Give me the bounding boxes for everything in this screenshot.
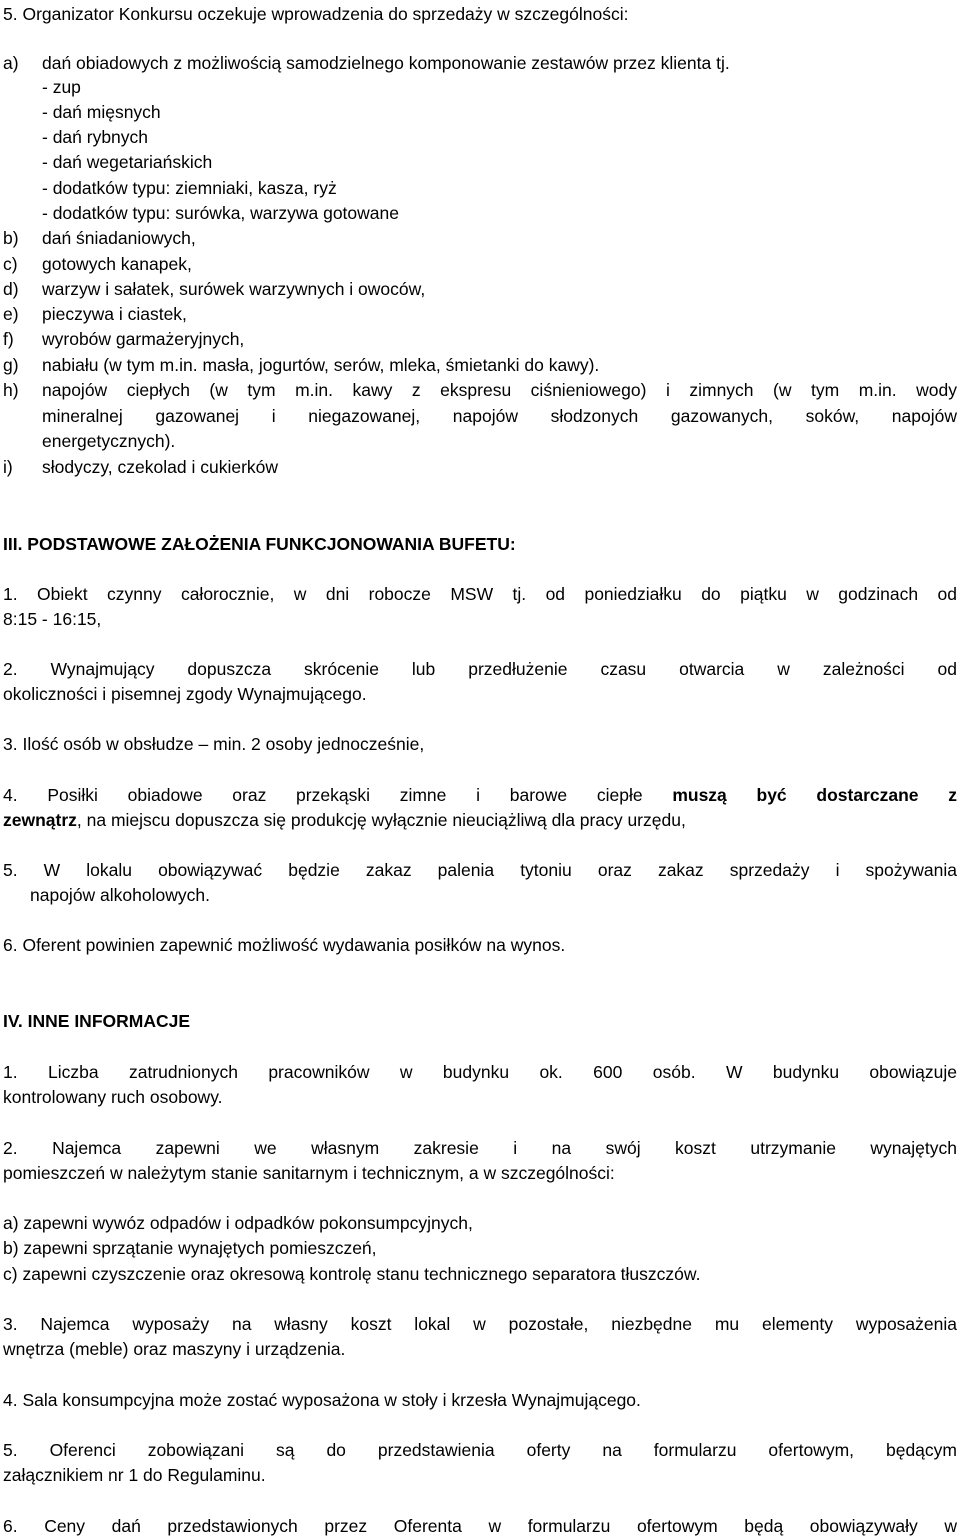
dash-item: - zup <box>42 77 81 97</box>
item-h-line-2: mineralnej gazowanej i niegazowanej, napojów słodzonych gazowanych, soków, napojów <box>42 406 957 426</box>
item-text: dań śniadaniowych, <box>42 228 196 248</box>
s4-sub-item: a) zapewni wywóz odpadów i odpadków pokonsumpcyjnych, <box>3 1213 473 1233</box>
section-4-title: IV. INNE INFORMACJE <box>3 1011 191 1031</box>
s3-p4-line-2 <box>3 809 686 831</box>
s4-p3-line-1: 3. Najemca wyposaży na własny koszt lokal w pozostałe, niezbędne mu elementy wyposażenia <box>3 1314 957 1334</box>
item-a-text: dań obiadowych z możliwością samodzielnego komponowanie zestawów przez klienta tj. <box>42 53 730 73</box>
s3-p1-line-2: 8:15 - 16:15, <box>3 609 102 629</box>
item-label: c) <box>3 254 18 274</box>
item-h-line-3: energetycznych). <box>42 431 176 451</box>
item-h-line-1: napojów ciepłych (w tym m.in. kawy z ekspresu ciśnieniowego) i zimnych (w tym m.in. wody <box>42 380 957 400</box>
s3-p4-line-1 <box>3 784 957 806</box>
dash-item: - dań wegetariańskich <box>42 152 213 172</box>
item-i-label: i) <box>3 457 13 477</box>
s4-sub-item: c) zapewni czyszczenie oraz okresową kontrolę stanu technicznego separatora tłuszczów. <box>3 1264 701 1284</box>
item-label: f) <box>3 329 14 349</box>
s4-p6: 6. Ceny dań przedstawionych przez Oferenta w formularzu ofertowym będą obowiązywały w <box>3 1516 957 1536</box>
s4-p5-line-2: załącznikiem nr 1 do Regulaminu. <box>3 1465 266 1485</box>
s3-p4-line-1-pre: 4. Posiłki obiadowe oraz przekąski zimne i barowe ciepłe <box>3 785 673 805</box>
dash-item: - dań rybnych <box>42 127 149 147</box>
item-a-label: a) <box>3 53 19 73</box>
s3-p3: 3. Ilość osób w obsłudze – min. 2 osoby jednocześnie, <box>3 734 425 754</box>
s3-p4-line-2-post: , na miejscu dopuszcza się produkcję wyłącznie nieuciążliwą dla pracy urzędu, <box>76 810 686 830</box>
s3-p2-line-2: okoliczności i pisemnej zgody Wynajmującego. <box>3 684 367 704</box>
s3-p1-line-1: 1. Obiekt czynny całorocznie, w dni robocze MSW tj. od poniedziałku do piątku w godzinach od <box>3 584 957 604</box>
s4-p2-line-1: 2. Najemca zapewni we własnym zakresie i na swój koszt utrzymanie wynajętych <box>3 1138 957 1158</box>
item-text: warzyw i sałatek, surówek warzywnych i owoców, <box>42 279 426 299</box>
s4-p3-line-2: wnętrza (meble) oraz maszyny i urządzenia. <box>3 1339 346 1359</box>
s4-p2-line-2: pomieszczeń w należytym stanie sanitarnym i technicznym, a w szczególności: <box>3 1163 615 1183</box>
item-label: e) <box>3 304 19 324</box>
item-label: d) <box>3 279 19 299</box>
s3-p4-line-2-bold: zewnątrz <box>3 810 77 830</box>
s3-p5-line-2: napojów alkoholowych. <box>30 885 210 905</box>
item-label: b) <box>3 228 19 248</box>
item-text: gotowych kanapek, <box>42 254 192 274</box>
item-i-text: słodyczy, czekolad i cukierków <box>42 457 279 477</box>
dash-item: - dodatków typu: surówka, warzywa gotowane <box>42 203 399 223</box>
item-text: nabiału (w tym m.in. masła, jogurtów, serów, mleka, śmietanki do kawy). <box>42 355 600 375</box>
section-5-intro: 5. Organizator Konkursu oczekuje wprowadzenia do sprzedaży w szczególności: <box>3 4 629 24</box>
item-text: pieczywa i ciastek, <box>42 304 187 324</box>
dash-item: - dodatków typu: ziemniaki, kasza, ryż <box>42 178 337 198</box>
s3-p2-line-1: 2. Wynajmujący dopuszcza skrócenie lub przedłużenie czasu otwarcia w zależności od <box>3 659 957 679</box>
item-text: wyrobów garmażeryjnych, <box>42 329 245 349</box>
s3-p4-line-1-bold: muszą być dostarczane z <box>672 785 957 805</box>
s4-p5-line-1: 5. Oferenci zobowiązani są do przedstawienia oferty na formularzu ofertowym, będącym <box>3 1440 957 1460</box>
s3-p6: 6. Oferent powinien zapewnić możliwość wydawania posiłków na wynos. <box>3 935 566 955</box>
s4-p1-line-1: 1. Liczba zatrudnionych pracowników w budynku ok. 600 osób. W budynku obowiązuje <box>3 1062 957 1082</box>
item-label: g) <box>3 355 19 375</box>
s4-p1-line-2: kontrolowany ruch osobowy. <box>3 1087 223 1107</box>
s4-p4: 4. Sala konsumpcyjna może zostać wyposażona w stoły i krzesła Wynajmującego. <box>3 1390 641 1410</box>
section-3-title: III. PODSTAWOWE ZAŁOŻENIA FUNKCJONOWANIA BUFETU: <box>3 534 516 554</box>
s3-p5-line-1: 5. W lokalu obowiązywać będzie zakaz palenia tytoniu oraz zakaz sprzedaży i spożywania <box>3 860 957 880</box>
item-h-label: h) <box>3 380 19 400</box>
s4-sub-item: b) zapewni sprzątanie wynajętych pomieszczeń, <box>3 1238 377 1258</box>
dash-item: - dań mięsnych <box>42 102 161 122</box>
